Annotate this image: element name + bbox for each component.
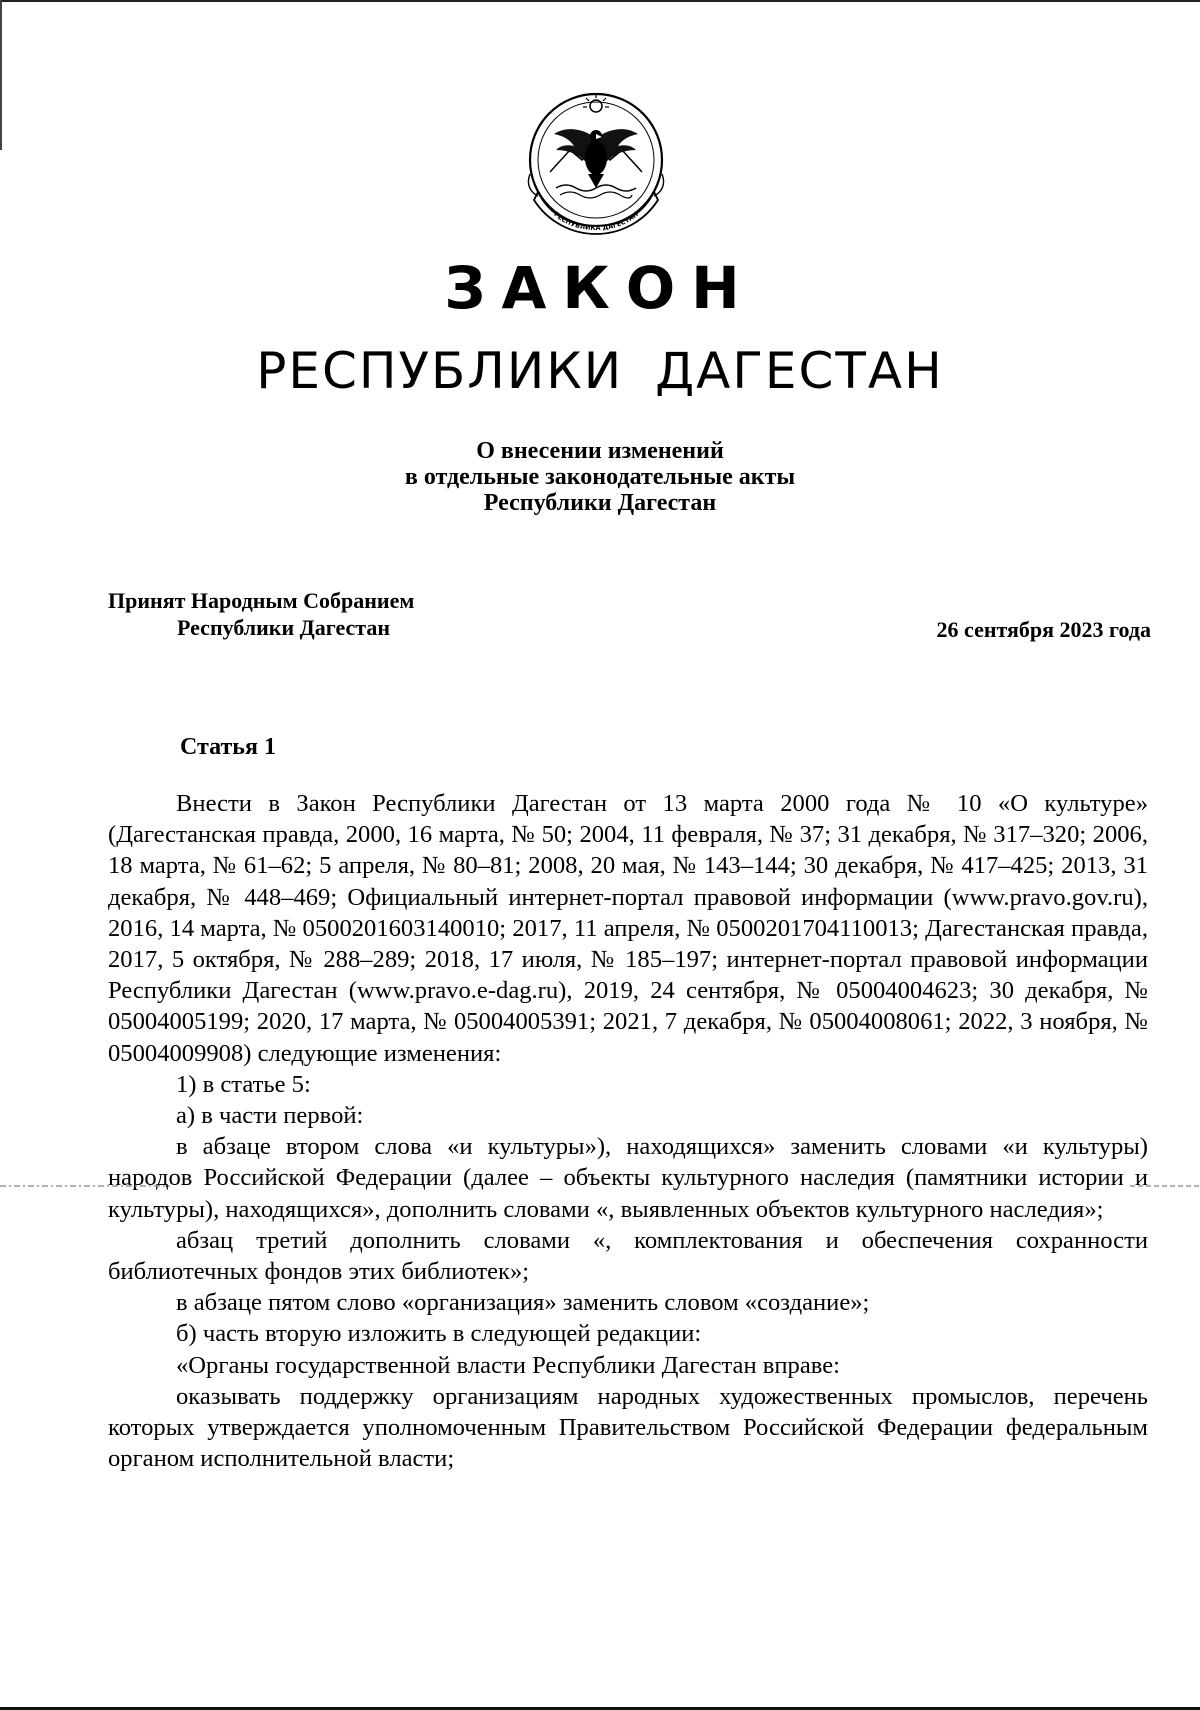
law-subtitle: РЕСПУБЛИКИ ДАГЕСТАН: [256, 342, 944, 400]
article-paragraph: абзац третий дополнить словами «, комплектования и обеспечения сохранности библиотечных фондов этих библиотек»;: [108, 1226, 1148, 1286]
adoption-line2: Республики Дагестан: [177, 615, 391, 640]
scan-edge-top: [0, 0, 1200, 2]
scan-edge-left: [0, 0, 2, 150]
article-paragraph: в абзаце втором слова «и культуры»), находящихся» заменить словами «и культуры) народов Российской Федерации (далее – объекты культурного наследия (памятники истории и культуры), находящихся», дополнить словами «, выявленных объектов культурного наследия»;: [108, 1133, 1148, 1223]
adoption-statement: [108, 587, 414, 641]
article-paragraph: в абзаце пятом слово «организация» заменить словом «создание»;: [176, 1289, 870, 1317]
adoption-line1: Принят Народным Собранием: [108, 588, 415, 613]
document-heading-line2: в отдельные законодательные акты: [404, 464, 796, 490]
article-body: [108, 788, 1148, 1474]
law-title: ЗАКОН: [444, 254, 756, 322]
article-paragraph: «Органы государственной власти Республики Дагестан вправе:: [176, 1351, 840, 1379]
article-heading: Статья 1: [180, 734, 276, 760]
emblem-ribbon-text: РЕСПУБЛИКА ДАГЕСТАН: [552, 210, 640, 233]
article-paragraph: а) в части первой:: [176, 1102, 364, 1130]
document-heading-line1: О внесении изменений: [476, 438, 724, 464]
article-paragraph: 1) в статье 5:: [176, 1070, 311, 1098]
document-heading: [0, 438, 1200, 516]
adoption-date: 26 сентября 2023 года: [936, 617, 1151, 642]
article-paragraph: б) часть вторую изложить в следующей редакции:: [176, 1320, 702, 1348]
document-heading-line3: Республики Дагестан: [483, 490, 717, 516]
scan-artifact-line: [0, 1183, 1200, 1189]
article-paragraph: оказывать поддержку организациям народных художественных промыслов, перечень которых утверждается уполномоченным Правительством Российской Федерации федеральным органом исполнительной власти;: [108, 1382, 1148, 1473]
article-paragraph: Внести в Закон Республики Дагестан от 13 марта 2000 года № 10 «О культуре» (Дагестанская правда, 2000, 16 марта, № 50; 2004, 11 февраля, № 37; 31 декабря, № 317–320; 2006, 18 марта, № 61–62; 5 апреля, № 80–81; 2008, 20 мая, № 143–144; 30 декабря, № 417–425; 2013, 31 декабря, № 448–469; Официальный интернет-портал правовой информации (www.pravo.gov.ru), 2016, 14 марта, № 0500201603140010; 2017, 11 апреля, № 0500201704110013; Дагестанская правда, 2017, 5 октября, № 288–289; 2018, 17 июля, № 185–197; интернет-портал правовой информации Республики Дагестан (www.pravo.e-dag.ru), 2019, 24 сентября, № 05004004623; 30 декабря, № 05004005199; 2020, 17 марта, № 05004005391; 2021, 7 декабря, № 05004008061; 2022, 3 ноября, № 05004009908) следующие изменения:: [108, 790, 1148, 1067]
coat-of-arms-icon: [520, 88, 672, 238]
